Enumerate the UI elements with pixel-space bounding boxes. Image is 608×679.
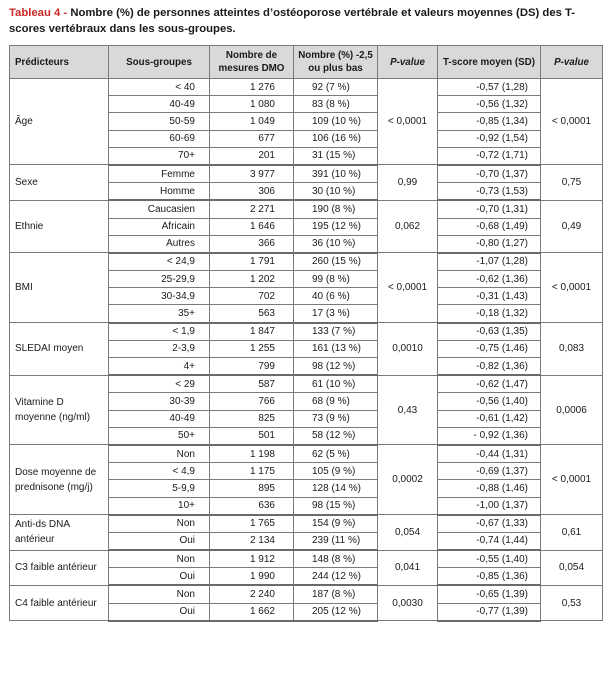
bmd-count-cell: 1 990	[210, 568, 294, 586]
p-value-2-cell: 0,054	[541, 550, 603, 585]
bmd-count-cell: 1 791	[210, 253, 294, 271]
osteoporosis-count-cell: 161 (13 %)	[294, 340, 378, 357]
predictor-label: Anti-ds DNA antérieur	[10, 515, 109, 550]
bmd-count-cell: 2 134	[210, 532, 294, 550]
t-score-cell: -0,57 (1,28)	[438, 79, 541, 96]
bmd-count-cell: 1 765	[210, 515, 294, 533]
p-value-2-cell: 0,49	[541, 200, 603, 253]
subgroup-cell: Oui	[109, 568, 210, 586]
osteoporosis-count-cell: 83 (8 %)	[294, 96, 378, 113]
subgroup-cell: < 4,9	[109, 463, 210, 480]
subgroup-cell: 70+	[109, 147, 210, 165]
bmd-count-cell: 1 198	[210, 445, 294, 463]
bmd-count-cell: 677	[210, 130, 294, 147]
header-p-value-2: P-value	[541, 46, 603, 79]
predictor-label: C3 faible antérieur	[10, 550, 109, 585]
table-row	[10, 445, 603, 463]
table-row	[10, 585, 603, 603]
subgroup-cell: < 1,9	[109, 323, 210, 341]
t-score-cell: -0,70 (1,31)	[438, 200, 541, 218]
table-row	[10, 200, 603, 218]
osteoporosis-count-cell: 391 (10 %)	[294, 165, 378, 183]
t-score-cell: - 0,92 (1,36)	[438, 427, 541, 445]
bmd-count-cell: 895	[210, 480, 294, 497]
t-score-cell: -0,88 (1,46)	[438, 480, 541, 497]
subgroup-cell: Non	[109, 585, 210, 603]
table-row	[10, 253, 603, 271]
subgroup-cell: 50-59	[109, 113, 210, 130]
subgroup-cell: 35+	[109, 305, 210, 323]
subgroup-cell: Oui	[109, 532, 210, 550]
header-subgroups: Sous-groupes	[109, 46, 210, 79]
osteoporosis-count-cell: 195 (12 %)	[294, 218, 378, 235]
osteoporosis-count-cell: 58 (12 %)	[294, 427, 378, 445]
predictor-label: Sexe	[10, 165, 109, 200]
bmd-count-cell: 2 271	[210, 200, 294, 218]
bmd-count-cell: 1 847	[210, 323, 294, 341]
osteoporosis-count-cell: 187 (8 %)	[294, 585, 378, 603]
table-row	[10, 165, 603, 183]
subgroup-cell: Oui	[109, 603, 210, 621]
t-score-cell: -0,62 (1,36)	[438, 271, 541, 288]
header-bmd-count: Nombre de mesures DMO	[210, 46, 294, 79]
header-osteoporosis-count: Nombre (%) -2,5 ou plus bas	[294, 46, 378, 79]
osteoporosis-count-cell: 30 (10 %)	[294, 183, 378, 201]
osteoporosis-count-cell: 128 (14 %)	[294, 480, 378, 497]
t-score-cell: -0,74 (1,44)	[438, 532, 541, 550]
t-score-cell: -0,69 (1,37)	[438, 463, 541, 480]
p-value-1-cell: 0,041	[378, 550, 438, 585]
t-score-cell: -0,92 (1,54)	[438, 130, 541, 147]
subgroup-cell: 40-49	[109, 96, 210, 113]
subgroup-cell: 50+	[109, 427, 210, 445]
table-row	[10, 375, 603, 393]
table-row	[10, 515, 603, 533]
subgroup-cell: Non	[109, 445, 210, 463]
t-score-cell: -1,00 (1,37)	[438, 497, 541, 515]
subgroup-cell: 60-69	[109, 130, 210, 147]
osteoporosis-count-cell: 73 (9 %)	[294, 410, 378, 427]
p-value-2-cell: < 0,0001	[541, 253, 603, 323]
bmd-count-cell: 201	[210, 147, 294, 165]
bmd-count-cell: 702	[210, 288, 294, 305]
bmd-count-cell: 1 276	[210, 79, 294, 96]
subgroup-cell: Homme	[109, 183, 210, 201]
subgroup-cell: 25-29,9	[109, 271, 210, 288]
p-value-2-cell: 0,75	[541, 165, 603, 200]
bmd-count-cell: 799	[210, 358, 294, 376]
caption-label: Tableau 4 -	[9, 7, 68, 19]
osteoporosis-count-cell: 239 (11 %)	[294, 532, 378, 550]
subgroup-cell: 40-49	[109, 410, 210, 427]
table-row	[10, 550, 603, 568]
t-score-cell: -1,07 (1,28)	[438, 253, 541, 271]
subgroup-cell: 30-34,9	[109, 288, 210, 305]
t-score-cell: -0,82 (1,36)	[438, 358, 541, 376]
osteoporosis-count-cell: 99 (8 %)	[294, 271, 378, 288]
osteoporosis-count-cell: 31 (15 %)	[294, 147, 378, 165]
predictor-label: SLEDAI moyen	[10, 323, 109, 376]
osteoporosis-count-cell: 40 (6 %)	[294, 288, 378, 305]
bmd-count-cell: 1 912	[210, 550, 294, 568]
osteoporosis-count-cell: 98 (12 %)	[294, 358, 378, 376]
bmd-count-cell: 563	[210, 305, 294, 323]
subgroup-cell: Non	[109, 550, 210, 568]
predictor-label: Ethnie	[10, 200, 109, 253]
t-score-cell: -0,18 (1,32)	[438, 305, 541, 323]
table-row	[10, 323, 603, 341]
bmd-count-cell: 2 240	[210, 585, 294, 603]
bmd-count-cell: 501	[210, 427, 294, 445]
t-score-cell: -0,44 (1,31)	[438, 445, 541, 463]
header-row	[10, 46, 603, 79]
p-value-2-cell: < 0,0001	[541, 445, 603, 515]
predictor-label: C4 faible antérieur	[10, 585, 109, 620]
t-score-cell: -0,56 (1,32)	[438, 96, 541, 113]
bmd-count-cell: 825	[210, 410, 294, 427]
table-row	[10, 79, 603, 96]
t-score-cell: -0,85 (1,34)	[438, 113, 541, 130]
subgroup-cell: Non	[109, 515, 210, 533]
results-table	[9, 45, 603, 622]
header-p-value-1: P-value	[378, 46, 438, 79]
p-value-1-cell: 0,054	[378, 515, 438, 550]
subgroup-cell: < 40	[109, 79, 210, 96]
osteoporosis-count-cell: 106 (16 %)	[294, 130, 378, 147]
subgroup-cell: Africain	[109, 218, 210, 235]
t-score-cell: -0,55 (1,40)	[438, 550, 541, 568]
t-score-cell: -0,65 (1,39)	[438, 585, 541, 603]
p-value-1-cell: 0,062	[378, 200, 438, 253]
osteoporosis-count-cell: 154 (9 %)	[294, 515, 378, 533]
predictor-label: BMI	[10, 253, 109, 323]
p-value-1-cell: < 0,0001	[378, 253, 438, 323]
bmd-count-cell: 1 080	[210, 96, 294, 113]
p-value-2-cell: 0,0006	[541, 375, 603, 445]
subgroup-cell: 4+	[109, 358, 210, 376]
osteoporosis-count-cell: 17 (3 %)	[294, 305, 378, 323]
osteoporosis-count-cell: 62 (5 %)	[294, 445, 378, 463]
osteoporosis-count-cell: 205 (12 %)	[294, 603, 378, 621]
t-score-cell: -0,68 (1,49)	[438, 218, 541, 235]
p-value-2-cell: 0,61	[541, 515, 603, 550]
t-score-cell: -0,62 (1,47)	[438, 375, 541, 393]
osteoporosis-count-cell: 148 (8 %)	[294, 550, 378, 568]
table-caption	[9, 6, 601, 37]
t-score-cell: -0,70 (1,37)	[438, 165, 541, 183]
header-predictors: Prédicteurs	[10, 46, 109, 79]
subgroup-cell: Caucasien	[109, 200, 210, 218]
subgroup-cell: 5-9,9	[109, 480, 210, 497]
subgroup-cell: 10+	[109, 497, 210, 515]
bmd-count-cell: 766	[210, 393, 294, 410]
osteoporosis-count-cell: 98 (15 %)	[294, 497, 378, 515]
subgroup-cell: < 29	[109, 375, 210, 393]
osteoporosis-count-cell: 190 (8 %)	[294, 200, 378, 218]
t-score-cell: -0,63 (1,35)	[438, 323, 541, 341]
bmd-count-cell: 306	[210, 183, 294, 201]
t-score-cell: -0,56 (1,40)	[438, 393, 541, 410]
subgroup-cell: Femme	[109, 165, 210, 183]
t-score-cell: -0,85 (1,36)	[438, 568, 541, 586]
bmd-count-cell: 3 977	[210, 165, 294, 183]
t-score-cell: -0,75 (1,46)	[438, 340, 541, 357]
t-score-cell: -0,73 (1,53)	[438, 183, 541, 201]
bmd-count-cell: 366	[210, 235, 294, 253]
p-value-1-cell: 0,0002	[378, 445, 438, 515]
t-score-cell: -0,67 (1,33)	[438, 515, 541, 533]
p-value-2-cell: 0,53	[541, 585, 603, 620]
t-score-cell: -0,80 (1,27)	[438, 235, 541, 253]
bmd-count-cell: 1 255	[210, 340, 294, 357]
osteoporosis-count-cell: 61 (10 %)	[294, 375, 378, 393]
p-value-1-cell: < 0,0001	[378, 79, 438, 165]
table-body	[10, 79, 603, 621]
p-value-1-cell: 0,0010	[378, 323, 438, 376]
header-t-score: T-score moyen (SD)	[438, 46, 541, 79]
bmd-count-cell: 636	[210, 497, 294, 515]
bmd-count-cell: 1 049	[210, 113, 294, 130]
bmd-count-cell: 1 646	[210, 218, 294, 235]
t-score-cell: -0,77 (1,39)	[438, 603, 541, 621]
osteoporosis-count-cell: 36 (10 %)	[294, 235, 378, 253]
osteoporosis-count-cell: 92 (7 %)	[294, 79, 378, 96]
bmd-count-cell: 587	[210, 375, 294, 393]
p-value-1-cell: 0,99	[378, 165, 438, 200]
subgroup-cell: 30-39	[109, 393, 210, 410]
t-score-cell: -0,72 (1,71)	[438, 147, 541, 165]
subgroup-cell: < 24,9	[109, 253, 210, 271]
p-value-2-cell: 0,083	[541, 323, 603, 376]
caption-text: Nombre (%) de personnes atteintes d’ostéoporose vertébrale et valeurs moyennes (DS) des T-scores vertébraux dans les sous-groupes.	[9, 7, 576, 35]
predictor-label: Âge	[10, 79, 109, 165]
predictor-label: Dose moyenne de prednisone (mg/j)	[10, 445, 109, 515]
bmd-count-cell: 1 662	[210, 603, 294, 621]
osteoporosis-count-cell: 105 (9 %)	[294, 463, 378, 480]
p-value-1-cell: 0,0030	[378, 585, 438, 620]
subgroup-cell: 2-3,9	[109, 340, 210, 357]
t-score-cell: -0,61 (1,42)	[438, 410, 541, 427]
t-score-cell: -0,31 (1,43)	[438, 288, 541, 305]
bmd-count-cell: 1 175	[210, 463, 294, 480]
osteoporosis-count-cell: 133 (7 %)	[294, 323, 378, 341]
predictor-label: Vitamine D moyenne (ng/ml)	[10, 375, 109, 445]
p-value-1-cell: 0,43	[378, 375, 438, 445]
bmd-count-cell: 1 202	[210, 271, 294, 288]
osteoporosis-count-cell: 68 (9 %)	[294, 393, 378, 410]
subgroup-cell: Autres	[109, 235, 210, 253]
p-value-2-cell: < 0,0001	[541, 79, 603, 165]
osteoporosis-count-cell: 260 (15 %)	[294, 253, 378, 271]
osteoporosis-count-cell: 109 (10 %)	[294, 113, 378, 130]
osteoporosis-count-cell: 244 (12 %)	[294, 568, 378, 586]
